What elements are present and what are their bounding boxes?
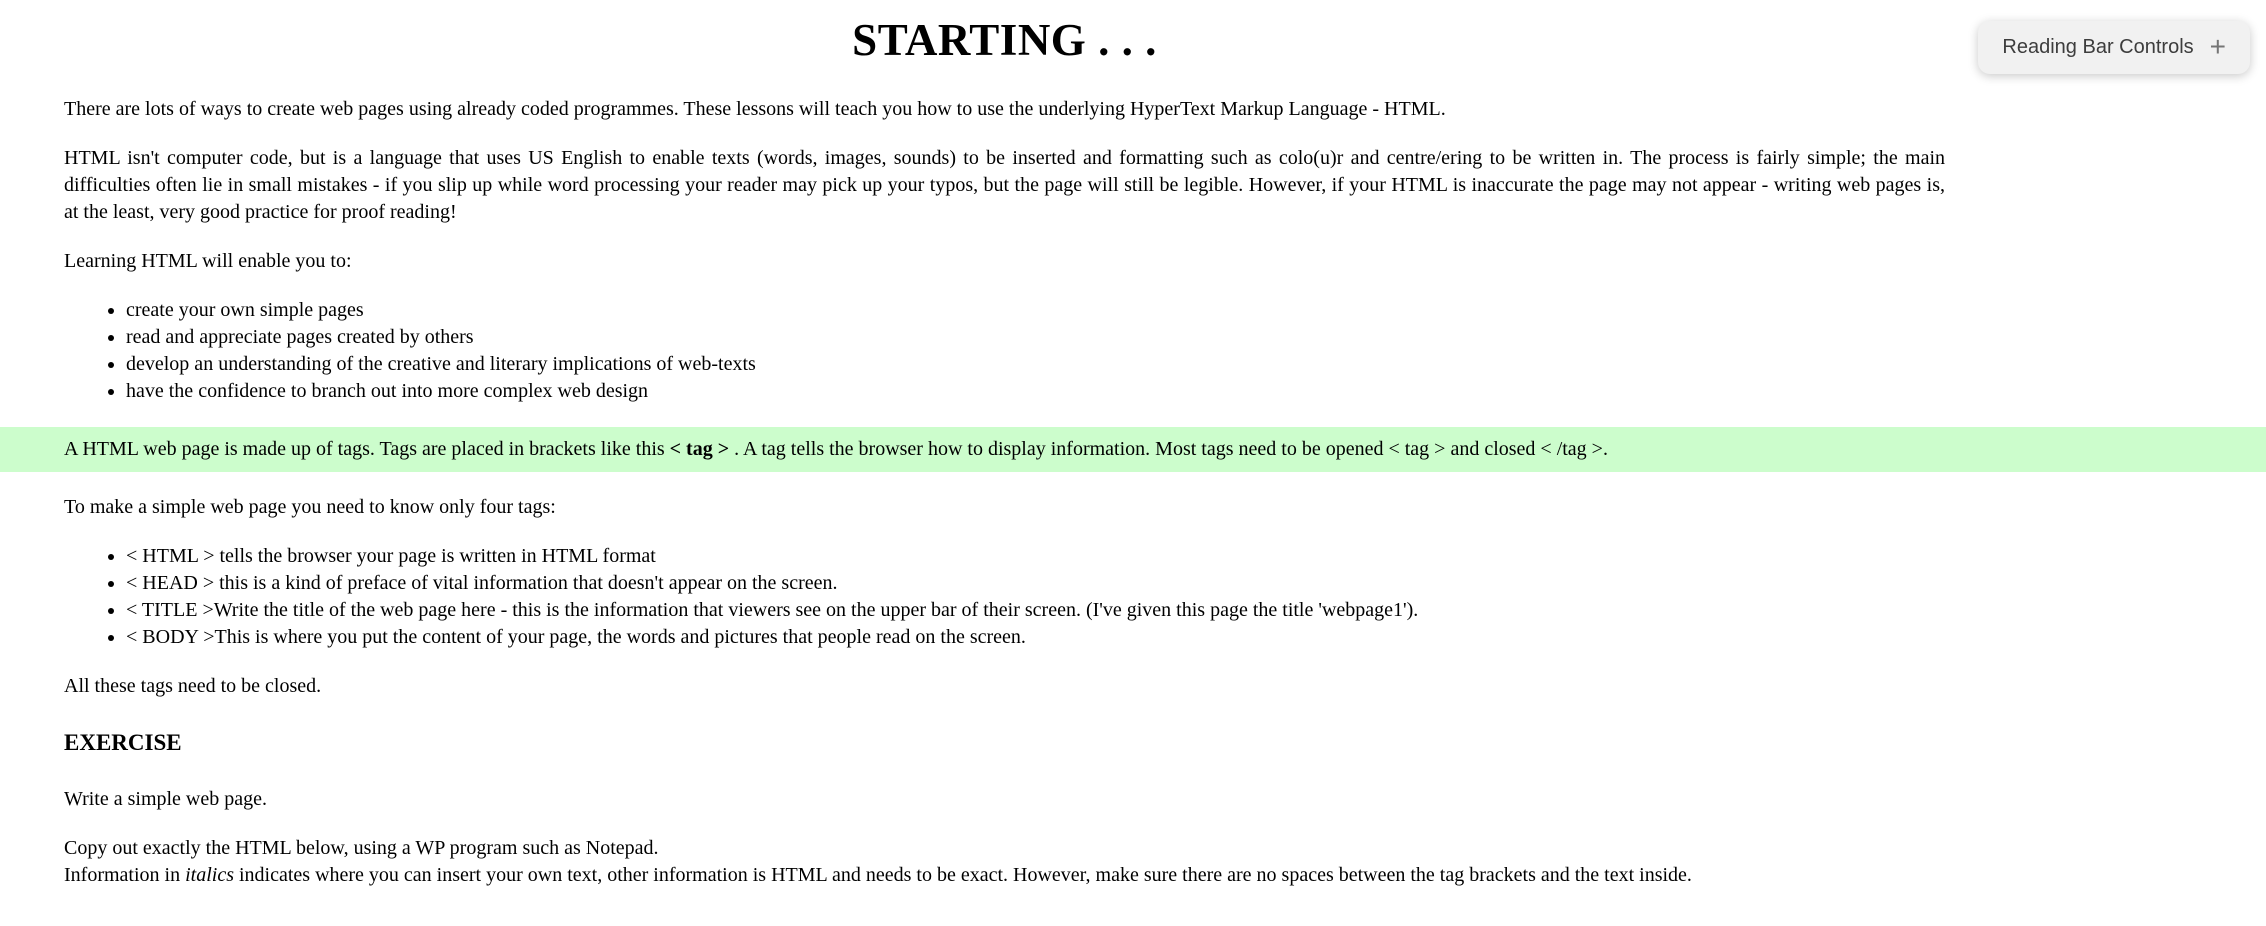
reading-bar-controls-label: Reading Bar Controls xyxy=(2002,36,2194,58)
learning-intro-paragraph: Learning HTML will enable you to: xyxy=(64,250,352,272)
tag-banner-text-post: . A tag tells the browser how to display information. Most tags need to be opened < tag > and closed < /tag >. xyxy=(729,438,1608,460)
list-item: • develop an understanding of the creative and literary implications of web-texts xyxy=(126,351,1945,378)
html-description-paragraph: HTML isn't computer code, but is a language that uses US English to enable texts (words, images, sounds) to be inserted and formatting such as colo(u)r and centre/ering to be written in. The process is fairly simple; the main difficulties often lie in small mistakes - if you slip up while word processing your reader may pick up your typos, but the page will still be legible. However, if your HTML is inaccurate the page may not appear - writing web pages is, at the least, very good practice for proof reading! xyxy=(64,147,1945,223)
list-item: • < HEAD > this is a kind of preface of vital information that doesn't appear on the screen. xyxy=(126,570,1945,597)
list-item: • < TITLE >Write the title of the web page here - this is the information that viewers see on the upper bar of their screen. (I've given this page the title 'webpage1'). xyxy=(126,597,1945,624)
exercise-heading: EXERCISE xyxy=(64,730,182,755)
copy-instruction-line: Copy out exactly the HTML below, using a WP program such as Notepad. xyxy=(64,837,659,859)
page-title: STARTING . . . xyxy=(852,15,1157,65)
learning-outcomes-list xyxy=(64,297,1945,405)
exercise-task-paragraph: Write a simple web page. xyxy=(64,788,268,810)
tag-banner-text-pre: A HTML web page is made up of tags. Tags are placed in brackets like this xyxy=(64,438,670,460)
italics-note-word: italics xyxy=(185,864,234,886)
italics-note-pre: Information in xyxy=(64,864,186,886)
reading-bar-controls[interactable] xyxy=(1978,21,2250,74)
copy-instruction-paragraph xyxy=(64,835,1945,889)
list-item: • create your own simple pages xyxy=(126,297,1945,324)
list-item: • have the confidence to branch out into more complex web design xyxy=(126,378,1945,405)
intro-paragraph: There are lots of ways to create web pages using already coded programmes. These lessons will teach you how to use the underlying HyperText Markup Language - HTML. xyxy=(64,98,1446,120)
italics-note-post: indicates where you can insert your own text, other information is HTML and needs to be exact. However, make sure there are no spaces between the tag brackets and the text inside. xyxy=(233,864,1692,886)
tag-banner-bold-tag: < tag > xyxy=(669,438,730,460)
closing-note-paragraph: All these tags need to be closed. xyxy=(64,675,322,697)
four-tags-list xyxy=(64,543,1945,651)
list-item: • read and appreciate pages created by others xyxy=(126,324,1945,351)
page-content xyxy=(0,14,2266,926)
four-tags-intro-paragraph: To make a simple web page you need to know only four tags: xyxy=(64,496,556,518)
plus-icon[interactable]: + xyxy=(2209,30,2226,62)
list-item: • < HTML > tells the browser your page is written in HTML format xyxy=(126,543,1945,570)
tag-definition-highlight xyxy=(0,427,2266,472)
list-item: • < BODY >This is where you put the content of your page, the words and pictures that people read on the screen. xyxy=(126,624,1945,651)
